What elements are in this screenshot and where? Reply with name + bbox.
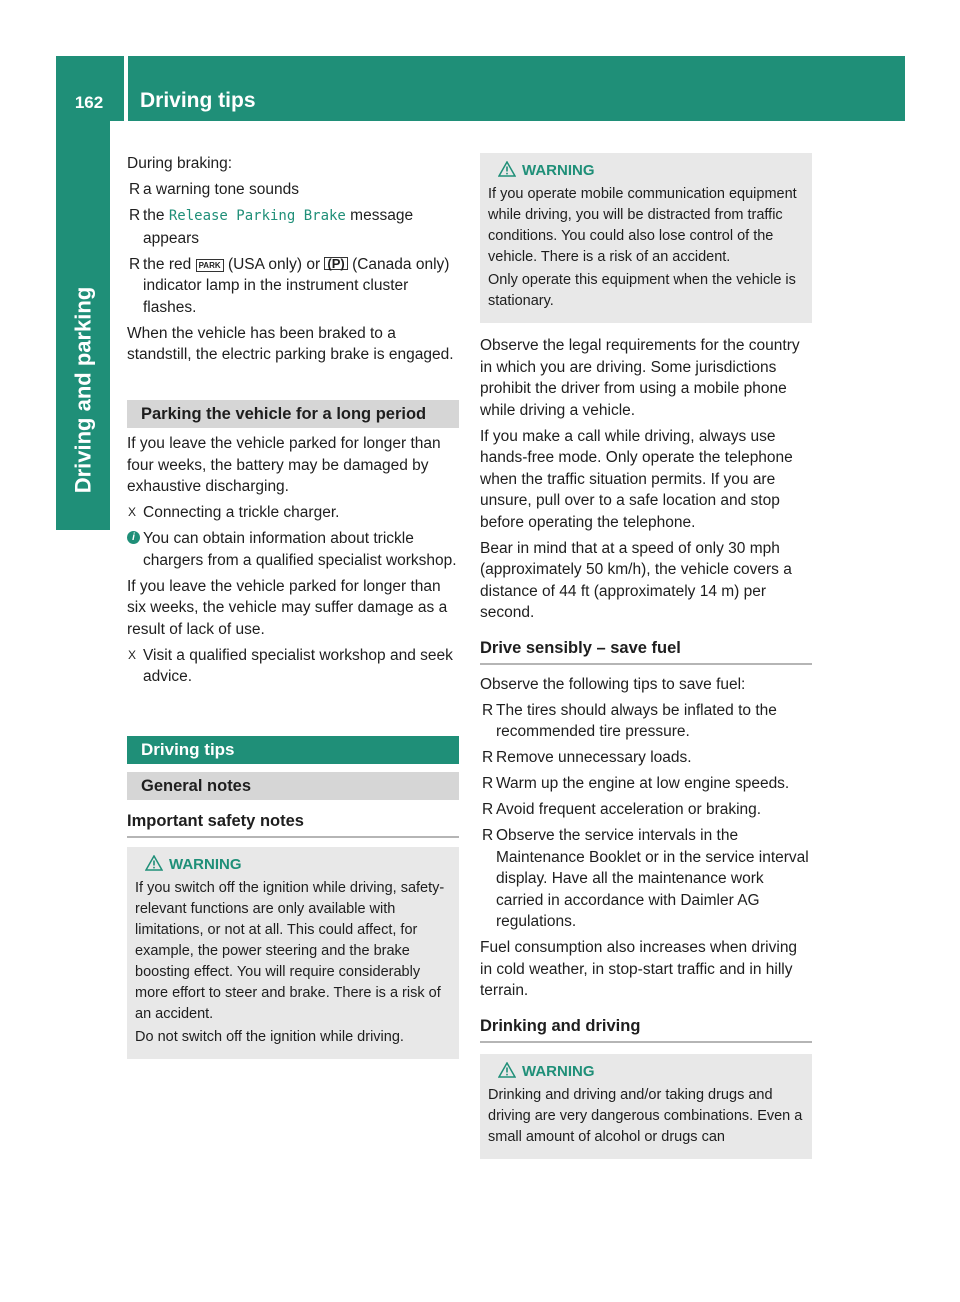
info-icon: i bbox=[127, 531, 140, 544]
call-text: If you make a call while driving, always use hands-free mode. Only operate the telephone when the traffic situation permits. If you are unsure, pull over to a safe location and stop before operating the telephone. bbox=[480, 427, 793, 531]
warning-triangle-icon bbox=[145, 855, 163, 871]
warning-text: If you switch off the ignition while driving, safety-relevant functions are only available with limitations, or not at all. This could affect, for example, the power steering and the brake boosting effect. You will require considerably more effort to steer and brake. There is a risk of an accident. bbox=[135, 879, 445, 1022]
braking-bullet-2-post: message appears bbox=[143, 207, 414, 247]
page-number: 162 bbox=[74, 93, 104, 112]
safety-heading: Important safety notes bbox=[127, 811, 459, 838]
left-column bbox=[127, 153, 459, 1059]
action-arrow-icon: X bbox=[128, 647, 137, 662]
list-item bbox=[127, 179, 459, 201]
warning-text: Drinking and driving and/or taking drugs and driving are very dangerous combinations. Even a small amount of alcohol or drugs can bbox=[488, 1086, 803, 1145]
header-divider bbox=[124, 56, 128, 121]
action-item bbox=[127, 502, 459, 524]
fuel-tip: Observe the service intervals in the Maintenance Booklet or in the service interval display. Have all the maintenance work carried in accordance with Daimler AG regulations. bbox=[496, 827, 809, 930]
list-item bbox=[480, 747, 812, 769]
warning-box bbox=[480, 1054, 812, 1159]
fuel-tip: Warm up the engine at low engine speeds. bbox=[496, 775, 790, 792]
braking-bullet-1: a warning tone sounds bbox=[143, 181, 299, 198]
fuel-outro: Fuel consumption also increases when driving in cold weather, in stop-start traffic and in hilly terrain. bbox=[480, 939, 798, 999]
warning-text: Only operate this equipment when the vehicle is stationary. bbox=[488, 272, 796, 309]
warning-triangle-icon bbox=[498, 161, 516, 177]
header-title: Driving tips bbox=[140, 89, 256, 112]
bullet-marker: R bbox=[482, 775, 494, 792]
warning-title-text: WARNING bbox=[169, 855, 242, 873]
park-indicator-icon: PARK bbox=[196, 259, 224, 272]
bullet-marker: R bbox=[129, 255, 141, 273]
fuel-intro: Observe the following tips to save fuel: bbox=[480, 675, 746, 693]
general-notes-heading: General notes bbox=[127, 772, 459, 800]
warning-text: Do not switch off the ignition while driving. bbox=[135, 1028, 404, 1045]
bullet-marker: R bbox=[482, 701, 494, 719]
warning-text: If you operate mobile communication equipment while driving, you will be distracted from traffic conditions. You could also lose control of the vehicle. There is a risk of an accident. bbox=[488, 186, 797, 265]
parking-text-1: If you leave the vehicle parked for longer than four weeks, the battery may be damaged by exhaustive discharging. bbox=[127, 435, 441, 495]
braked-text: When the vehicle has been braked to a standstill, the electric parking brake is engaged. bbox=[127, 324, 454, 363]
warning-box bbox=[127, 847, 459, 1059]
warning-box bbox=[480, 153, 812, 323]
speed-text: Bear in mind that at a speed of only 30 mph (approximately 50 km/h), the vehicle covers a distance of 44 ft (approximately 14 m) per second. bbox=[480, 539, 792, 621]
braking-intro: During braking: bbox=[127, 155, 233, 172]
action-1: Connecting a trickle charger. bbox=[143, 504, 340, 521]
list-item bbox=[127, 205, 459, 249]
list-item bbox=[127, 254, 459, 319]
drinking-heading: Drinking and driving bbox=[480, 1016, 812, 1043]
warning-title-text: WARNING bbox=[522, 1062, 595, 1080]
braking-bullet-3-pre: the red bbox=[143, 255, 196, 273]
parking-heading: Parking the vehicle for a long period bbox=[127, 400, 459, 428]
bullet-marker: R bbox=[482, 749, 494, 766]
list-item bbox=[480, 700, 812, 743]
fuel-tip: Avoid frequent acceleration or braking. bbox=[496, 801, 762, 818]
action-item bbox=[127, 645, 459, 688]
info-1: You can obtain information about trickle chargers from a qualified specialist workshop. bbox=[143, 530, 457, 569]
fuel-tip: Remove unnecessary loads. bbox=[496, 749, 692, 766]
warning-title bbox=[135, 854, 451, 875]
bullet-marker: R bbox=[129, 181, 141, 198]
parking-brake-indicator-icon: (P) bbox=[324, 257, 347, 270]
warning-title bbox=[488, 1061, 804, 1082]
legal-text: Observe the legal requirements for the country in which you are driving. Some jurisdictions prohibit the driver from using a mobile phone while driving a vehicle. bbox=[480, 337, 800, 419]
list-item bbox=[480, 799, 812, 821]
display-message: Release Parking Brake bbox=[168, 208, 346, 224]
list-item bbox=[480, 773, 812, 795]
bullet-marker: R bbox=[482, 801, 494, 818]
warning-title-text: WARNING bbox=[522, 162, 595, 179]
braking-bullet-2-pre: the bbox=[143, 207, 169, 224]
action-2: Visit a qualified specialist workshop and seek advice. bbox=[143, 646, 453, 685]
fuel-tip: The tires should always be inflated to the recommended tire pressure. bbox=[496, 701, 777, 740]
bullet-marker: R bbox=[482, 827, 494, 844]
braking-bullet-3-mid: (USA only) or bbox=[223, 255, 325, 273]
bullet-marker: R bbox=[129, 207, 141, 224]
braking-bullet-3-post: (Canada only) indicator lamp in the instrument cluster flashes. bbox=[143, 255, 450, 316]
driving-tips-heading: Driving tips bbox=[127, 736, 459, 764]
fuel-heading: Drive sensibly – save fuel bbox=[480, 638, 812, 665]
parking-text-2: If you leave the vehicle parked for longer than six weeks, the vehicle may suffer damage as a result of lack of use. bbox=[127, 577, 448, 638]
info-item bbox=[127, 528, 459, 571]
warning-title bbox=[488, 160, 804, 181]
warning-triangle-icon bbox=[498, 1062, 516, 1078]
list-item bbox=[480, 825, 812, 933]
side-tab-label: Driving and parking bbox=[70, 286, 96, 494]
right-column bbox=[480, 153, 812, 1159]
action-arrow-icon: X bbox=[128, 505, 137, 519]
